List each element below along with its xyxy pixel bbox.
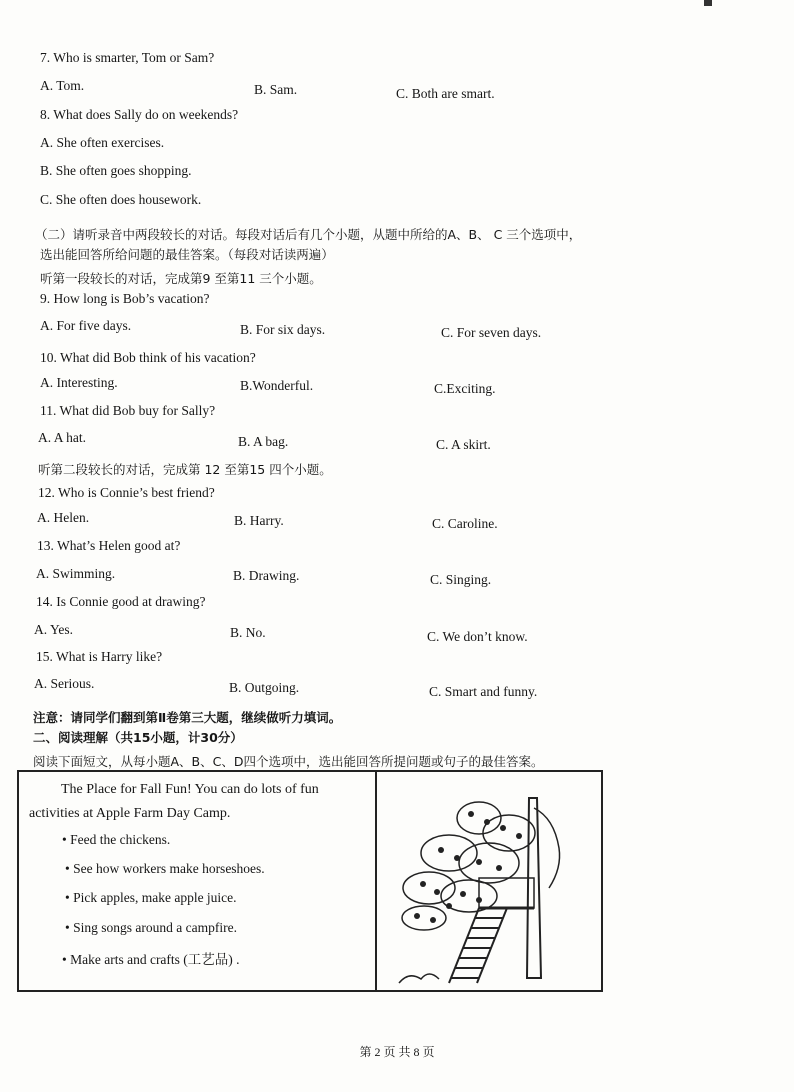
option-12c: C. Caroline. (432, 516, 498, 531)
option-14a: A. Yes. (34, 622, 74, 637)
question-13: 13. What’s Helen good at? (37, 538, 181, 553)
option-11a: A. A hat. (38, 430, 87, 445)
option-9a: A. For five days. (40, 318, 132, 333)
question-14: 14. Is Connie good at drawing? (36, 594, 206, 609)
option-15c: C. Smart and funny. (429, 684, 538, 699)
passage-bullet-4: • Sing songs around a campfire. (65, 920, 237, 935)
passage-line-2: activities at Apple Farm Day Camp. (29, 806, 231, 821)
page-footer: 第 2 页 共 8 页 (359, 1045, 435, 1059)
question-10: 10. What did Bob think of his vacation? (40, 350, 256, 365)
passage-line-1: The Place for Fall Fun! You can do lots of fun (61, 782, 319, 797)
option-8b: B. She often goes shopping. (40, 163, 192, 178)
option-10c: C.Exciting. (434, 381, 496, 396)
option-11b: B. A bag. (238, 434, 289, 449)
passage-bullet-1: • Feed the chickens. (62, 832, 171, 847)
option-7a: A. Tom. (40, 78, 85, 93)
option-15a: A. Serious. (34, 676, 95, 691)
listening-note: 注意：请同学们翻到第Ⅱ卷第三大题，继续做听力填词。 (33, 710, 342, 725)
option-13c: C. Singing. (430, 572, 492, 587)
option-10a: A. Interesting. (40, 375, 118, 390)
option-14b: B. No. (230, 625, 266, 640)
section2-intro-1: （二）请听录音中两段较长的对话。每段对话后有几个小题，从题中所给的A、B、 C 三个选项中， (35, 227, 582, 242)
option-12a: A. Helen. (37, 510, 90, 525)
question-11: 11. What did Bob buy for Sally? (40, 403, 216, 418)
option-14c: C. We don’t know. (427, 629, 528, 644)
option-7c: C. Both are smart. (396, 86, 495, 101)
passage-bullet-2: • See how workers make horseshoes. (65, 861, 265, 876)
option-8c: C. She often does housework. (40, 192, 202, 207)
option-8a: A. She often exercises. (40, 135, 165, 150)
option-7b: B. Sam. (254, 82, 298, 97)
option-10b: B.Wonderful. (240, 378, 314, 393)
question-12: 12. Who is Connie’s best friend? (38, 485, 215, 500)
question-9: 9. How long is Bob’s vacation? (40, 291, 210, 306)
part2-title: 二、阅读理解（共15小题，计30分） (33, 730, 243, 745)
option-11c: C. A skirt. (436, 437, 491, 452)
question-8: 8. What does Sally do on weekends? (40, 107, 239, 122)
scan-mark (704, 0, 712, 6)
option-12b: B. Harry. (234, 513, 284, 528)
part2-instruction: 阅读下面短文，从每小题A、B、C、D四个选项中，选出能回答所提问题或句子的最佳答案。 (33, 754, 544, 769)
tree-house-illustration (379, 778, 599, 988)
option-13a: A. Swimming. (36, 566, 116, 581)
dialog2-instruction: 听第二段较长的对话，完成第 12 至第15 四个小题。 (38, 462, 332, 477)
question-7: 7. Who is smarter, Tom or Sam? (40, 50, 215, 65)
option-13b: B. Drawing. (233, 568, 300, 583)
option-9b: B. For six days. (240, 322, 326, 337)
option-15b: B. Outgoing. (229, 680, 300, 695)
question-15: 15. What is Harry like? (36, 649, 163, 664)
reading-passage-box (17, 770, 603, 992)
option-9c: C. For seven days. (441, 325, 542, 340)
section2-intro-2: 选出能回答所给问题的最佳答案。（每段对话读两遍） (40, 247, 334, 262)
passage-bullet-5: • Make arts and crafts (工艺品) . (62, 952, 240, 967)
dialog1-instruction: 听第一段较长的对话，完成第9 至第11 三个小题。 (40, 271, 322, 286)
passage-bullet-3: • Pick apples, make apple juice. (65, 890, 237, 905)
box-divider (375, 772, 377, 990)
